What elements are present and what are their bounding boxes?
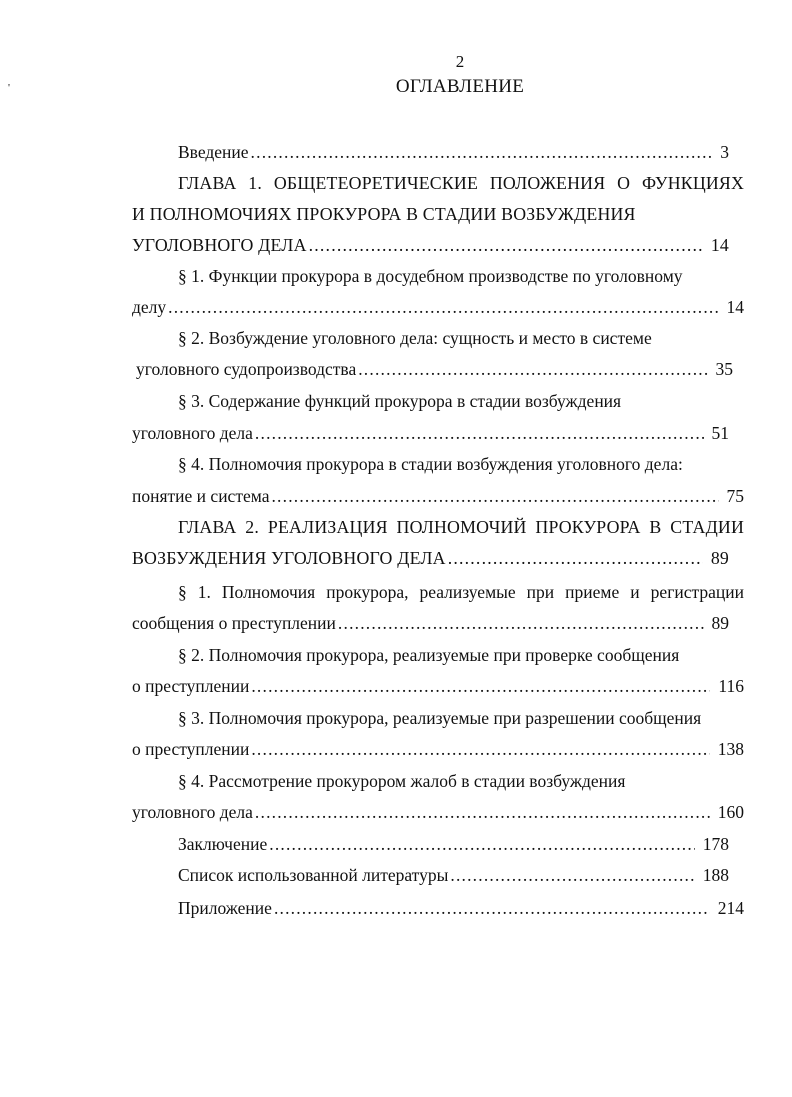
toc-entry-text: УГОЛОВНОГО ДЕЛА <box>132 235 307 255</box>
toc-section-2-1-line1[interactable]: § 1. Полномочия прокурора, реализуемые при приеме и регистрации <box>178 582 744 602</box>
toc-entry-intro[interactable] <box>178 137 729 167</box>
toc-entry-text: Приложение <box>178 898 272 918</box>
dot-leader <box>307 230 703 260</box>
toc-entry-text: Введение <box>178 142 249 162</box>
dot-leader <box>356 354 707 384</box>
toc-entry-page: 89 <box>710 548 729 568</box>
toc-entry-appendix[interactable] <box>178 893 744 923</box>
dot-leader <box>336 608 704 638</box>
toc-section-2-4-line2[interactable] <box>132 797 744 827</box>
toc-section-2-2-line1[interactable]: § 2. Полномочия прокурора, реализуемые при проверке сообщения <box>178 645 680 665</box>
dot-leader <box>249 671 710 701</box>
toc-entry-page: 160 <box>717 802 744 822</box>
toc-entry-text: понятие и система <box>132 486 270 506</box>
toc-section-2-3-line1[interactable]: § 3. Полномочия прокурора, реализуемые при разрешении сообщения <box>178 708 702 728</box>
dot-leader <box>249 137 713 167</box>
toc-entry-page: 116 <box>718 676 744 696</box>
toc-entry-text: о преступлении <box>132 676 250 696</box>
dot-leader <box>269 481 718 511</box>
toc-entry-page: 14 <box>726 297 744 317</box>
toc-chapter-2-line1[interactable]: ГЛАВА 2. РЕАЛИЗАЦИЯ ПОЛНОМОЧИЙ ПРОКУРОРА В СТАДИИ <box>178 517 744 537</box>
toc-entry-page: 51 <box>711 423 729 443</box>
toc-entry-text: уголовного дела <box>132 802 253 822</box>
dot-leader <box>446 543 703 573</box>
toc-section-2-4-line1[interactable]: § 4. Рассмотрение прокурором жалоб в стадии возбуждения <box>178 771 626 791</box>
toc-section-1-1-line2[interactable] <box>132 292 744 322</box>
toc-entry-page: 14 <box>710 235 729 255</box>
toc-entry-page: 89 <box>711 613 729 633</box>
toc-section-1-3-line1[interactable]: § 3. Содержание функций прокурора в стадии возбуждения <box>178 391 622 411</box>
toc-chapter-1-line2[interactable]: И ПОЛНОМОЧИЯХ ПРОКУРОРА В СТАДИИ ВОЗБУЖДЕНИЯ <box>132 204 636 224</box>
toc-section-1-4-line1[interactable]: § 4. Полномочия прокурора в стадии возбуждения уголовного дела: <box>178 454 683 474</box>
toc-section-1-2-line1[interactable]: § 2. Возбуждение уголовного дела: сущность и место в системе <box>178 328 652 348</box>
toc-entry-page: 178 <box>702 834 729 854</box>
toc-section-1-4-line2[interactable] <box>132 481 744 511</box>
dot-leader <box>253 797 710 827</box>
toc-entry-page: 214 <box>717 898 744 918</box>
toc-entry-text: Список использованной литературы <box>178 865 449 885</box>
toc-entry-page: 188 <box>702 865 729 885</box>
toc-entry-text: сообщения о преступлении <box>132 613 336 633</box>
dot-leader <box>253 418 704 448</box>
toc-chapter-2-line2[interactable] <box>132 543 729 573</box>
toc-chapter-1-line3[interactable] <box>132 230 729 260</box>
toc-section-2-3-line2[interactable] <box>132 734 744 764</box>
toc-section-2-2-line2[interactable] <box>132 671 744 701</box>
toc-chapter-1-line1[interactable]: ГЛАВА 1. ОБЩЕТЕОРЕТИЧЕСКИЕ ПОЛОЖЕНИЯ О ФУНКЦИЯХ <box>178 173 744 193</box>
toc-title: ОГЛАВЛЕНИЕ <box>395 76 525 97</box>
toc-entry-page: 138 <box>717 739 744 759</box>
toc-section-1-1-line1[interactable]: § 1. Функции прокурора в досудебном производстве по уголовному <box>178 266 683 286</box>
toc-section-2-1-line2[interactable] <box>132 608 729 638</box>
stray-mark: ' <box>8 82 10 94</box>
toc-entry-conclusion[interactable] <box>178 829 729 859</box>
toc-entry-text: о преступлении <box>132 739 250 759</box>
toc-section-1-2-line2[interactable] <box>136 354 733 384</box>
dot-leader <box>272 893 710 923</box>
toc-entry-text: делу <box>132 297 167 317</box>
dot-leader <box>267 829 695 859</box>
toc-entry-text: Заключение <box>178 834 268 854</box>
toc-entry-text: уголовного дела <box>132 423 253 443</box>
toc-entry-page: 3 <box>720 142 729 162</box>
toc-section-1-3-line2[interactable] <box>132 418 729 448</box>
page-number: 2 <box>455 52 465 71</box>
toc-entry-text: уголовного судопроизводства <box>136 359 357 379</box>
toc-entry-page: 35 <box>715 359 733 379</box>
dot-leader <box>166 292 718 322</box>
toc-entry-text: ВОЗБУЖДЕНИЯ УГОЛОВНОГО ДЕЛА <box>132 548 446 568</box>
dot-leader <box>448 860 694 890</box>
toc-entry-bibliography[interactable] <box>178 860 729 890</box>
dot-leader <box>249 734 709 764</box>
toc-entry-page: 75 <box>726 486 744 506</box>
